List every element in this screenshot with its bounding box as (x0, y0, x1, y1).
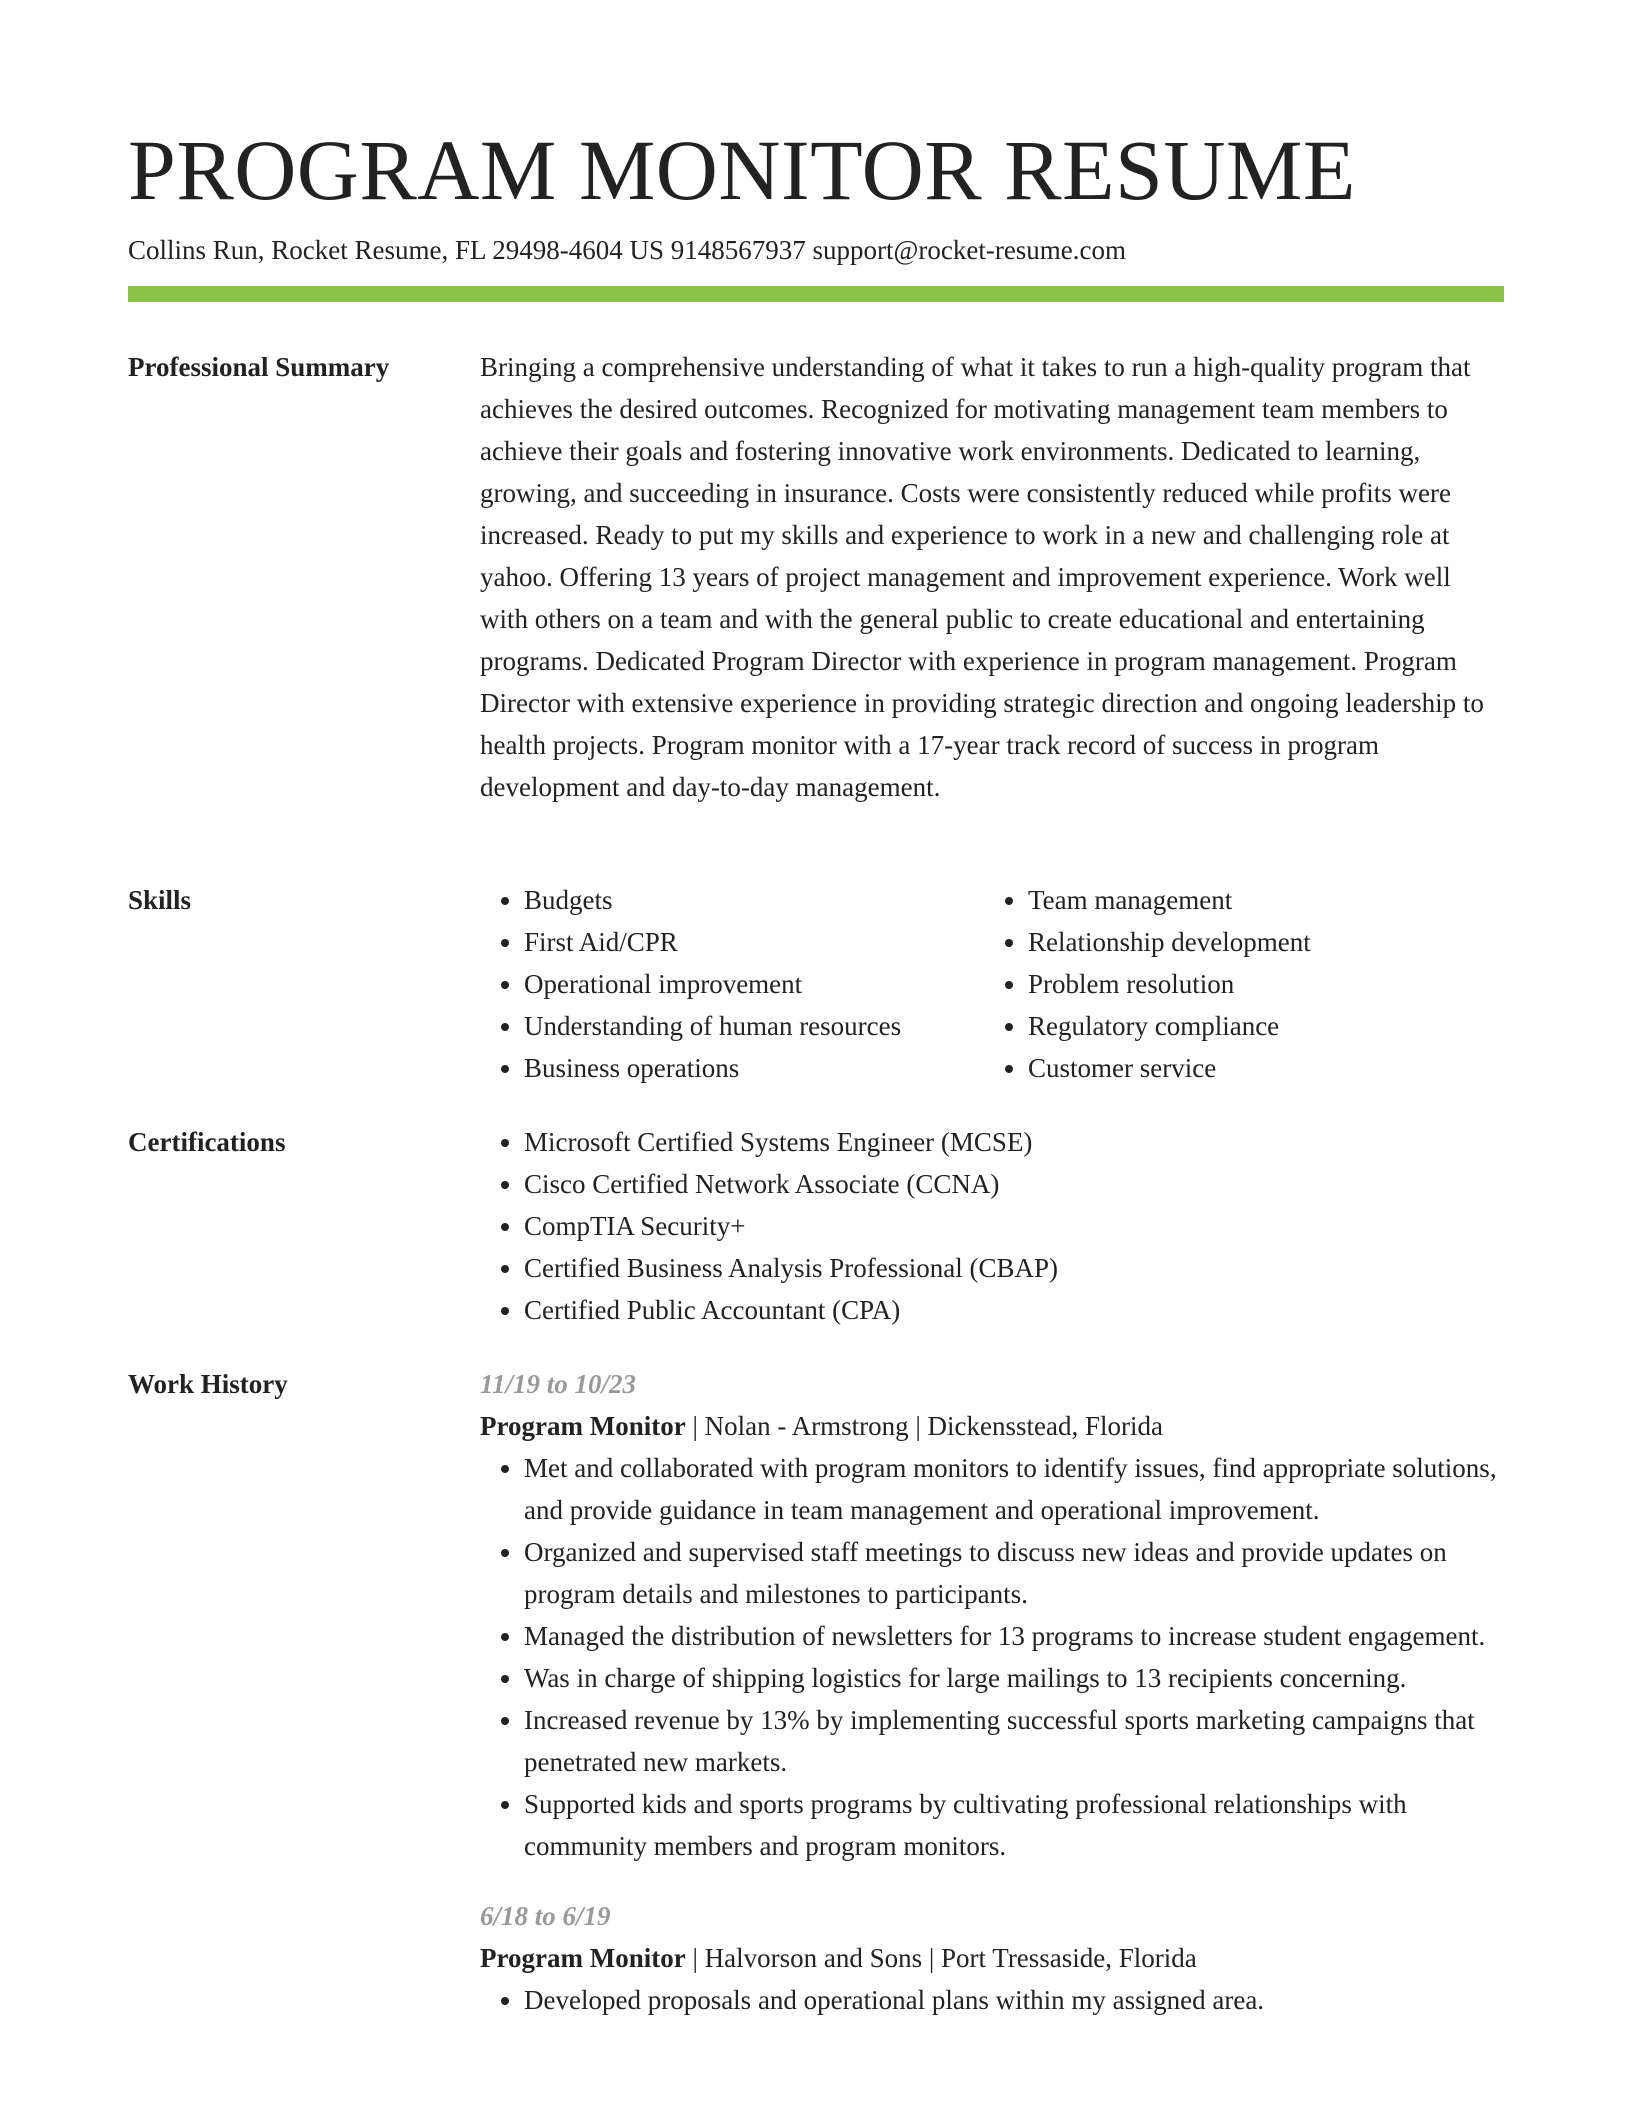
job-dates: 6/18 to 6/19 (480, 1901, 611, 1931)
job-heading (480, 1405, 1504, 1447)
job-bullet: • Supported kids and sports programs by cultivating professional relationships with community members and program monitors. (524, 1783, 1504, 1867)
job-bullet: • Organized and supervised staff meetings to discuss new ideas and provide updates on program details and milestones to participants. (524, 1531, 1504, 1615)
job-bullet: • Met and collaborated with program monitors to identify issues, find appropriate solutions, and provide guidance in team management and operational improvement. (524, 1447, 1504, 1531)
job-bullets (480, 1979, 1504, 2021)
skills-body (480, 879, 1504, 1089)
skill-item: • Relationship development (1028, 921, 1488, 963)
resume-title: PROGRAM MONITOR RESUME (128, 122, 1356, 218)
job-bullet: • Managed the distribution of newsletters for 13 programs to increase student engagement. (524, 1615, 1504, 1657)
certification-item: • CompTIA Security+ (524, 1205, 1504, 1247)
certifications-label: Certifications (128, 1127, 286, 1157)
skills-column-right (984, 879, 1488, 1089)
skills-label: Skills (128, 885, 192, 915)
job-title: Program Monitor (480, 1943, 686, 1973)
job-dates: 11/19 to 10/23 (480, 1369, 637, 1399)
certification-item: • Cisco Certified Network Associate (CCNA) (524, 1163, 1504, 1205)
certification-item: • Certified Public Accountant (CPA) (524, 1289, 1504, 1331)
work-history-body (480, 1363, 1504, 2021)
skill-item: • Business operations (524, 1047, 984, 1089)
skill-item: • Regulatory compliance (1028, 1005, 1488, 1047)
skill-item: • Budgets (524, 879, 984, 921)
contact-line: Collins Run, Rocket Resume, FL 29498-4604 US 9148567937 support@rocket-resume.com (128, 235, 1127, 265)
skill-item: • Problem resolution (1028, 963, 1488, 1005)
job-bullets (480, 1447, 1504, 1867)
job-heading (480, 1937, 1504, 1979)
work-history-label: Work History (128, 1369, 288, 1399)
skills-column-left (480, 879, 984, 1089)
job-details: | Halvorson and Sons | Port Tressaside, Florida (685, 1943, 1197, 1973)
summary-text: Bringing a comprehensive understanding of what it takes to run a high-quality program that achieves the desired outcomes. Recognized for motivating management team members to achieve their goals and fostering innovative work environments. Dedicated to learning, growing, and succeeding in insurance. Costs were consistently reduced while profits were increased. Ready to put my skills and experience to work in a new and challenging role at yahoo. Offering 13 years of project management and improvement experience. Work well with others on a team and with the general public to create educational and entertaining programs. Dedicated Program Director with experience in program management. Program Director with extensive experience in providing strategic direction and ongoing leadership to health projects. Program monitor with a 17-year track record of success in program development and day-to-day management. (480, 352, 1484, 802)
job-bullet: • Developed proposals and operational plans within my assigned area. (524, 1979, 1504, 2021)
header-divider (128, 286, 1504, 302)
skill-item: • Team management (1028, 879, 1488, 921)
certification-item: • Microsoft Certified Systems Engineer (MCSE) (524, 1121, 1504, 1163)
job-title: Program Monitor (480, 1411, 686, 1441)
skill-item: • First Aid/CPR (524, 921, 984, 963)
certification-item: • Certified Business Analysis Professional (CBAP) (524, 1247, 1504, 1289)
summary-body (480, 346, 1504, 808)
job-bullet: • Increased revenue by 13% by implementing successful sports marketing campaigns that penetrated new markets. (524, 1699, 1504, 1783)
skill-item: • Customer service (1028, 1047, 1488, 1089)
job-entry (480, 1363, 1504, 1867)
skill-item: • Operational improvement (524, 963, 984, 1005)
summary-label: Professional Summary (128, 352, 390, 382)
certifications-body (480, 1121, 1504, 1331)
job-bullet: • Was in charge of shipping logistics for large mailings to 13 recipients concerning. (524, 1657, 1504, 1699)
job-entry (480, 1895, 1504, 2021)
skill-item: • Understanding of human resources (524, 1005, 984, 1047)
job-details: | Nolan - Armstrong | Dickensstead, Florida (685, 1411, 1163, 1441)
